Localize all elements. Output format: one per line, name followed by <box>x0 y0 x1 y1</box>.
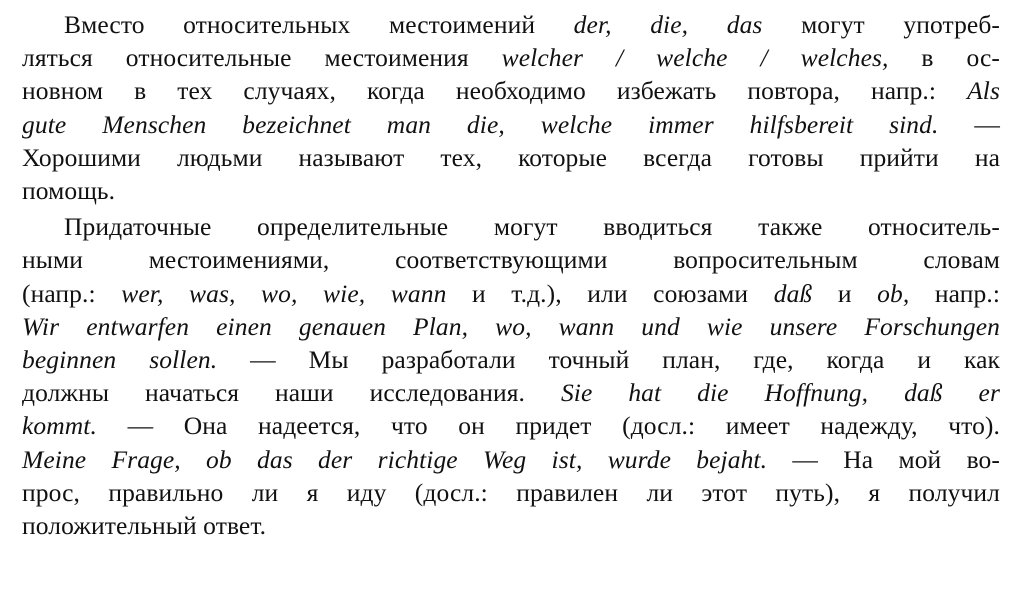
text-run: положительный ответ. <box>22 511 267 541</box>
text-run: напр.: <box>909 278 1001 308</box>
text-run: и <box>812 278 878 308</box>
text-run: могут употреб- <box>762 10 1000 39</box>
text-run-italic: ob, <box>877 278 910 308</box>
text-line <box>22 476 1000 509</box>
text-line <box>22 210 1000 243</box>
text-run-italic: welcher / welche / welches, <box>501 43 889 73</box>
text-run: помощь. <box>22 176 116 206</box>
text-run-italic: wer, was, wo, wie, wann <box>121 278 447 308</box>
paragraph-relative-clauses <box>22 210 1000 542</box>
text-run: в ос- <box>888 43 1001 73</box>
text-run-italic: kommt. <box>22 411 97 441</box>
text-run: (напр.: <box>22 278 122 308</box>
text-line <box>22 141 1000 174</box>
text-run: — <box>938 109 1001 139</box>
text-line <box>22 443 1000 476</box>
text-run: прос, правильно ли я иду (досл.: правилен ли этот путь), я получил <box>22 477 1000 507</box>
text-run-italic: daß <box>773 278 813 308</box>
text-run-italic: gute Menschen bezeichnet man die, welche immer hilfsbereit sind. <box>22 109 939 139</box>
text-line <box>22 310 1000 343</box>
text-run: Хорошими людьми называют тех, которые всегда готовы прийти на <box>22 142 1000 172</box>
text-line <box>22 343 1000 376</box>
text-run: — Мы разработали точный план, где, когда и как <box>217 345 1000 375</box>
text-line <box>22 409 1000 442</box>
text-run: — На мой во- <box>767 444 1000 474</box>
text-run-italic: beginnen sollen. <box>22 345 218 375</box>
text-run: ными местоимениями, соответствующими вопросительным словам <box>22 245 1000 275</box>
text-run: — Она надеется, что он придет (досл.: имеет надежду, что). <box>96 411 1000 441</box>
paragraph-relative-pronouns <box>22 8 1000 207</box>
text-line <box>22 41 1000 74</box>
text-line <box>22 277 1000 310</box>
text-run-italic: Meine Frage, ob das der richtige Weg ist, wurde bejaht. <box>22 444 768 474</box>
text-run: Придаточные определительные могут вводиться также относитель- <box>64 212 1000 242</box>
text-line <box>22 174 1000 207</box>
text-run: ляться относительные местоимения <box>22 43 502 73</box>
text-run: новном в тех случаях, когда необходимо избежать повтора, напр.: <box>22 76 968 106</box>
text-run: и т.д.), или союзами <box>446 278 774 308</box>
text-line <box>22 243 1000 276</box>
text-line <box>22 8 1000 41</box>
text-run: должны начаться наши исследования. <box>22 378 561 408</box>
text-line <box>22 376 1000 409</box>
text-run-italic: Wir entwarfen einen genauen Plan, wo, wann und wie unsere Forschungen <box>22 311 1000 341</box>
text-line <box>22 509 1000 542</box>
text-line <box>22 108 1000 141</box>
document-page <box>22 8 1000 542</box>
text-run-italic: der, die, das <box>573 10 763 39</box>
text-run-italic: Als <box>967 76 1000 106</box>
text-run: Вместо относительных местоимений <box>64 10 574 39</box>
text-line <box>22 74 1000 107</box>
text-run-italic: Sie hat die Hoffnung, daß er <box>560 378 1000 408</box>
